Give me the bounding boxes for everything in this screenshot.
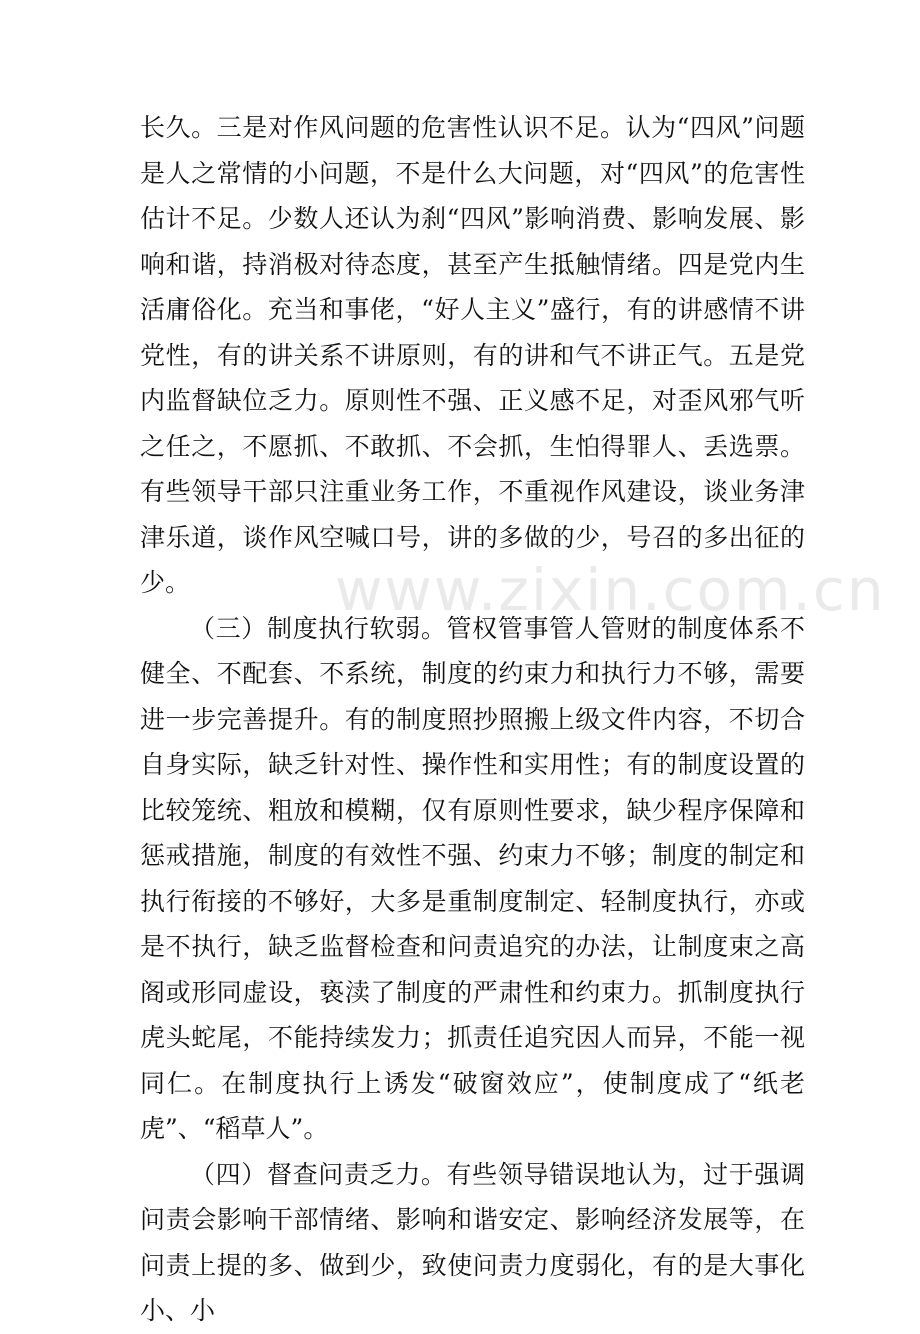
paragraph-continuation: 长久。三是对作风问题的危害性认识不足。认为“四风”问题是人之常情的小问题，不是什么大问题，对“四风”的危害性估计不足。少数人还认为刹“四风”影响消费、影响发展、影响和谐，持消极对待态度，甚至产生抵触情绪。四是党内生活庸俗化。充当和事佬，“好人主义”盛行，有的讲感情不讲党性，有的讲关系不讲原则，有的讲和气不讲正气。五是党内监督缺位乏力。原则性不强、正义感不足，对歪风邪气听之任之，不愿抓、不敢抓、不会抓，生怕得罪人、丢选票。有些领导干部只注重业务工作，不重视作风建设，谈业务津津乐道，谈作风空喊口号，讲的多做的少，号召的多出征的少。 (140, 113, 805, 597)
watermark-text: www.zixin.com.cn (335, 556, 886, 624)
paragraph-section-four: （四）督查问责乏力。有些领导错误地认为，过于强调问责会影响干部情绪、影响和谐安定、影响经济发展等，在问责上提的多、做到少，致使问责力度弱化，有的是大事化小、小 (140, 1159, 805, 1325)
document-body (140, 105, 805, 1334)
paragraph-section-three: （三）制度执行软弱。管权管事管人管财的制度体系不健全、不配套、不系统，制度的约束力和执行力不够，需要进一步完善提升。有的制度照抄照搬上级文件内容，不切合自身实际，缺乏针对性、操作性和实用性；有的制度设置的比较笼统、粗放和模糊，仅有原则性要求，缺少程序保障和惩戒措施，制度的有效性不强、约束力不够；制度的制定和执行衔接的不够好，大多是重制度制定、轻制度执行，亦或是不执行，缺乏监督检查和问责追究的办法，让制度束之高阁或形同虚设，亵渎了制度的严肃性和约束力。抓制度执行虎头蛇尾，不能持续发力；抓责任追究因人而异，不能一视同仁。在制度执行上诱发“破窗效应”，使制度成了“纸老虎”、“稻草人”。 (140, 613, 805, 1143)
